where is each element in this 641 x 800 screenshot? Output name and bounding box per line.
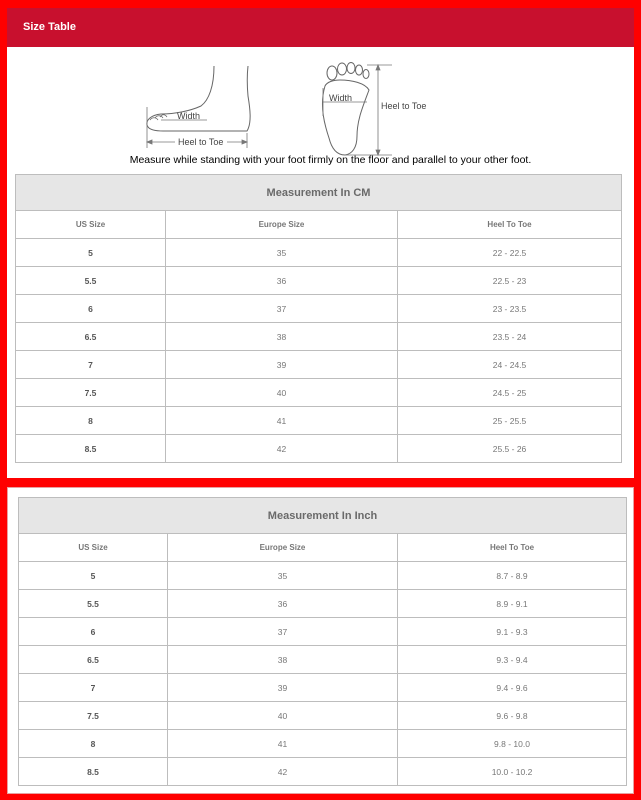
table-header-row (16, 211, 622, 239)
sole-width-label: Width (329, 93, 353, 103)
table-row (19, 758, 627, 786)
table-caption: Measurement In Inch (19, 498, 627, 534)
heel-to-toe-cell: 9.1 - 9.3 (398, 618, 627, 646)
europe-size-cell: 41 (168, 730, 398, 758)
europe-size-cell: 36 (168, 590, 398, 618)
table-caption-row (16, 175, 622, 211)
europe-size-cell: 38 (168, 646, 398, 674)
europe-size-cell: 39 (166, 351, 398, 379)
europe-size-cell: 38 (166, 323, 398, 351)
heel-to-toe-cell: 10.0 - 10.2 (398, 758, 627, 786)
column-header: Europe Size (166, 211, 398, 239)
us-size-cell: 6.5 (19, 646, 168, 674)
us-size-cell: 6 (16, 295, 166, 323)
sole-length-label: Heel to Toe (381, 101, 427, 111)
table-row (16, 239, 622, 267)
heel-to-toe-cell: 8.9 - 9.1 (398, 590, 627, 618)
heel-to-toe-cell: 24 - 24.5 (398, 351, 622, 379)
heel-to-toe-cell: 9.8 - 10.0 (398, 730, 627, 758)
table-row (19, 618, 627, 646)
table-row (19, 702, 627, 730)
europe-size-cell: 40 (168, 702, 398, 730)
column-header: US Size (19, 534, 168, 562)
heel-to-toe-cell: 22.5 - 23 (398, 267, 622, 295)
heel-to-toe-cell: 23.5 - 24 (398, 323, 622, 351)
europe-size-cell: 35 (168, 562, 398, 590)
measurement-instructions: Measure while standing with your foot firmly on the floor and parallel to your other foot. (129, 154, 532, 166)
us-size-cell: 5 (19, 562, 168, 590)
heel-to-toe-cell: 25 - 25.5 (398, 407, 622, 435)
us-size-cell: 8.5 (16, 435, 166, 463)
europe-size-cell: 42 (168, 758, 398, 786)
column-header: Europe Size (168, 534, 398, 562)
table-row (16, 267, 622, 295)
us-size-cell: 5 (16, 239, 166, 267)
us-size-cell: 8.5 (19, 758, 168, 786)
foot-sole-view (322, 63, 369, 156)
inch-table-panel (7, 487, 634, 794)
us-size-cell: 5.5 (19, 590, 168, 618)
table-row (16, 435, 622, 463)
table-row (19, 562, 627, 590)
heel-to-toe-cell: 22 - 22.5 (398, 239, 622, 267)
europe-size-cell: 42 (166, 435, 398, 463)
us-size-cell: 7 (16, 351, 166, 379)
foot-measure-diagram (7, 8, 634, 173)
table-caption-row (19, 498, 627, 534)
page-title: Size Table (23, 21, 76, 33)
heel-to-toe-cell: 9.4 - 9.6 (398, 674, 627, 702)
europe-size-cell: 35 (166, 239, 398, 267)
europe-size-cell: 36 (166, 267, 398, 295)
side-length-label: Heel to Toe (178, 137, 224, 147)
table-row (19, 674, 627, 702)
table-row (19, 646, 627, 674)
us-size-cell: 6.5 (16, 323, 166, 351)
europe-size-cell: 37 (166, 295, 398, 323)
us-size-cell: 7 (19, 674, 168, 702)
side-width-label: Width (177, 111, 201, 121)
foot-side-view (147, 66, 250, 131)
table-row (16, 379, 622, 407)
size-table-panel (7, 8, 634, 478)
us-size-cell: 8 (19, 730, 168, 758)
europe-size-cell: 41 (166, 407, 398, 435)
us-size-cell: 5.5 (16, 267, 166, 295)
europe-size-cell: 37 (168, 618, 398, 646)
us-size-cell: 6 (19, 618, 168, 646)
column-header: US Size (16, 211, 166, 239)
us-size-cell: 7.5 (19, 702, 168, 730)
table-header-row (19, 534, 627, 562)
table-caption: Measurement In CM (16, 175, 622, 211)
heel-to-toe-cell: 9.3 - 9.4 (398, 646, 627, 674)
heel-to-toe-cell: 9.6 - 9.8 (398, 702, 627, 730)
table-row (19, 590, 627, 618)
column-header: Heel To Toe (398, 211, 622, 239)
us-size-cell: 8 (16, 407, 166, 435)
inch-size-table (18, 497, 627, 786)
heel-to-toe-cell: 24.5 - 25 (398, 379, 622, 407)
table-row (16, 351, 622, 379)
us-size-cell: 7.5 (16, 379, 166, 407)
column-header: Heel To Toe (398, 534, 627, 562)
europe-size-cell: 40 (166, 379, 398, 407)
table-row (16, 323, 622, 351)
heel-to-toe-cell: 23 - 23.5 (398, 295, 622, 323)
table-row (19, 730, 627, 758)
heel-to-toe-cell: 25.5 - 26 (398, 435, 622, 463)
table-row (16, 407, 622, 435)
heel-to-toe-cell: 8.7 - 8.9 (398, 562, 627, 590)
europe-size-cell: 39 (168, 674, 398, 702)
table-row (16, 295, 622, 323)
cm-size-table (15, 174, 622, 463)
